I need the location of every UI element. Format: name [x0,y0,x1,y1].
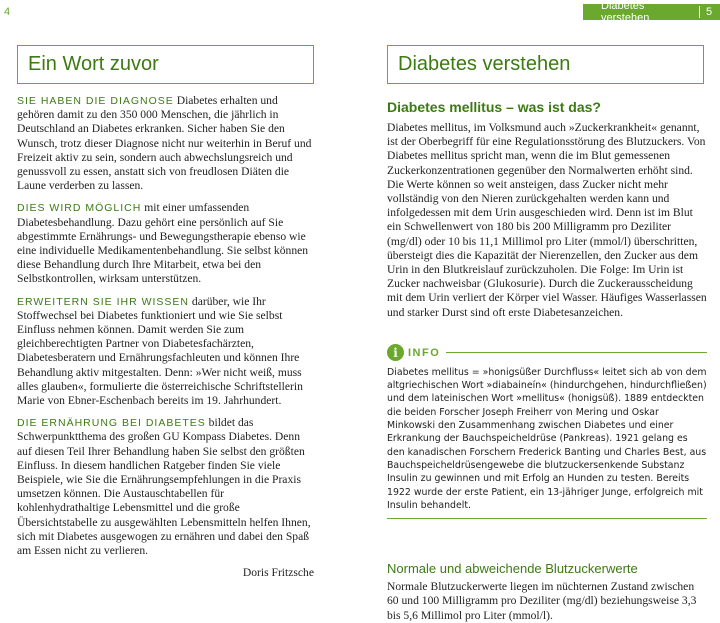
paragraph-body: bildet das Schwerpunktthema des großen GU Kompass Diabetes. Denn auf diesen Teil Ihrer Behandlung haben Sie selbst den größten Einfluss. In diesem handlichen Ratgeber finden Sie viele Beispiele, wie Sie die Ernährungsempfehlungen in die Praxis umsetzen können. Die Austauschtabellen für kohlenhydrathaltige Lebensmittel und die große Übersichtstabelle zu ausgewählten Lebensmitteln helfen Ihnen, sich mit Diabetes ausgewogen zu ernähren und dabei den Spaß am Essen nicht zu verlieren. [17,416,311,558]
tab-divider [699,6,700,18]
paragraph-body: darüber, wie Ihr Stoffwechsel bei Diabetes funktioniert und wie Sie selbst Einfluss nehmen können. Damit werden Sie zum gleichberechtigten Partner von Diabetesfachärzten, Diabetesberatern und Ernährungsfachleuten und können Ihre Behandlung aktiv mitgestalten. Denn: »Wer nicht weiß, muss alles glauben«, formulierte die österreichische Schriftstellerin Marie von Ebner-Eschenbach bereits im 19. Jahrhundert. [17,294,303,408]
right-column [387,45,707,623]
paragraph-lead: ERWEITERN SIE IHR WISSEN [17,295,189,308]
foreword-paragraph-4 [17,416,314,558]
blood-sugar-heading: Normale und abweichende Blutzuckerwerte [387,561,638,577]
foreword-paragraph-1 [17,94,314,193]
paragraph-lead: DIE ERNÄHRUNG BEI DIABETES [17,417,206,430]
info-divider [446,352,707,353]
paragraph-lead: SIE HABEN DIE DIAGNOSE [17,95,174,107]
author-signature: Doris Fritzsche [242,566,314,580]
foreword-text [17,94,314,579]
info-box-text: Diabetes mellitus = »honigsüßer Durchfluss« leitet sich ab von dem altgriechischen Wort »diabaineín« (hindurchgehen, hindurchfließen) und dem lateinischen Wort »mellitus« (honigsüß). 1889 entdeckten die beiden Forscher Joseph Freiherr von Mering und Oskar Minkowski den Zusammenhang zwischen Diabetes und einer Erkrankung der Bauchspeicheldrüse (Pankreas). 1921 gelang es den kanadischen Forschern Frederick Banting und Charles Best, aus Bauchspeicheldrüsengewebe die blutzuckersenkende Substanz Insulin zu gewinnen und mit Erfolg an Hunden zu testen. Bereits 1922 wurde der erste Patient, ein 13-jähriger Junge, erfolgreich mit Insulin behandelt. [387,366,707,519]
foreword-paragraph-3 [17,295,314,409]
left-column [17,45,314,579]
paragraph-body: mit einer umfassenden Diabetesbehandlung. Dazu gehört eine persönlich auf Sie abgestimmte Ernährungs- und Bewegungstherapie ebenso wie eine individuelle Medikamentenbehandlung. Sie selbst können diese Behandlung durch Ihre Mitarbeit, etwa bei den Selbstkontrollen, wirksam unterstützen. [17,201,309,286]
right-page-number: 5 [706,6,713,18]
info-label: INFO [408,346,441,359]
paragraph-body: Diabetes erhalten und gehören damit zu den 350 000 Menschen, die jährlich in Deutschland an Diabetes erkranken. Sicher haben Sie den Wunsch, trotz dieser Diagnose nicht nur weiterhin in Beruf und Freizeit aktiv zu sein, sondern auch abwechslungsreich und genussvoll zu essen, anstatt sich von freudlosen Diäten die Laune verderben zu lassen. [17,94,312,193]
chapter-tab [583,0,720,24]
paragraph-lead: DIES WIRD MÖGLICH [17,202,142,215]
section-heading: Diabetes mellitus – was ist das? [387,99,601,115]
blood-sugar-paragraph: Normale Blutzuckerwerte liegen im nüchternen Zustand zwischen 60 und 100 Milligramm pro Deziliter (mg/dl) beziehungsweise 3,3 bis 5,6 Millimol pro Liter (mmol/l). [387,580,697,622]
foreword-paragraph-2 [17,201,314,286]
section-paragraph: Diabetes mellitus, im Volksmund auch »Zuckerkrankheit« genannt, ist der Oberbegriff für eine Regulationsstörung des Blutzuckers. Von Diabetes mellitus spricht man, wenn die im Blut gemessenen Zuckerkonzentrationen gegenüber den Normalwerten erhöht sind. Die Werte können so weit ansteigen, dass Zucker nicht mehr vollständig von den Nieren zurückgehalten werden kann und infolgedessen mit dem Urin ausgeschieden wird. Denn ist im Blut ein Schwellenwert von 180 bis 200 Milligramm pro Deziliter (mg/dl) oder 10 bis 11,1 Millimol pro Liter (mmol/l) überschritten, übersteigt dies die Kapazität der Nierenzellen, den Zucker aus dem Urin in den Blutkreislauf zurückzuholen. Die Folge: Im Urin ist Zucker nachweisbar (Glukosurie). Durch die Zuckerausscheidung mit dem Urin verliert der Körper viel Wasser. Häufiges Wasserlassen und starker Durst sind oft erste Diabetesanzeichen. [387,121,707,319]
right-page-title: Diabetes verstehen [387,45,704,84]
info-icon: i [387,344,404,361]
left-page-title: Ein Wort zuvor [17,45,314,84]
chapter-tab-title: Diabetes verstehen [601,0,650,24]
info-box-header [387,344,707,362]
left-page-number: 4 [4,6,11,18]
